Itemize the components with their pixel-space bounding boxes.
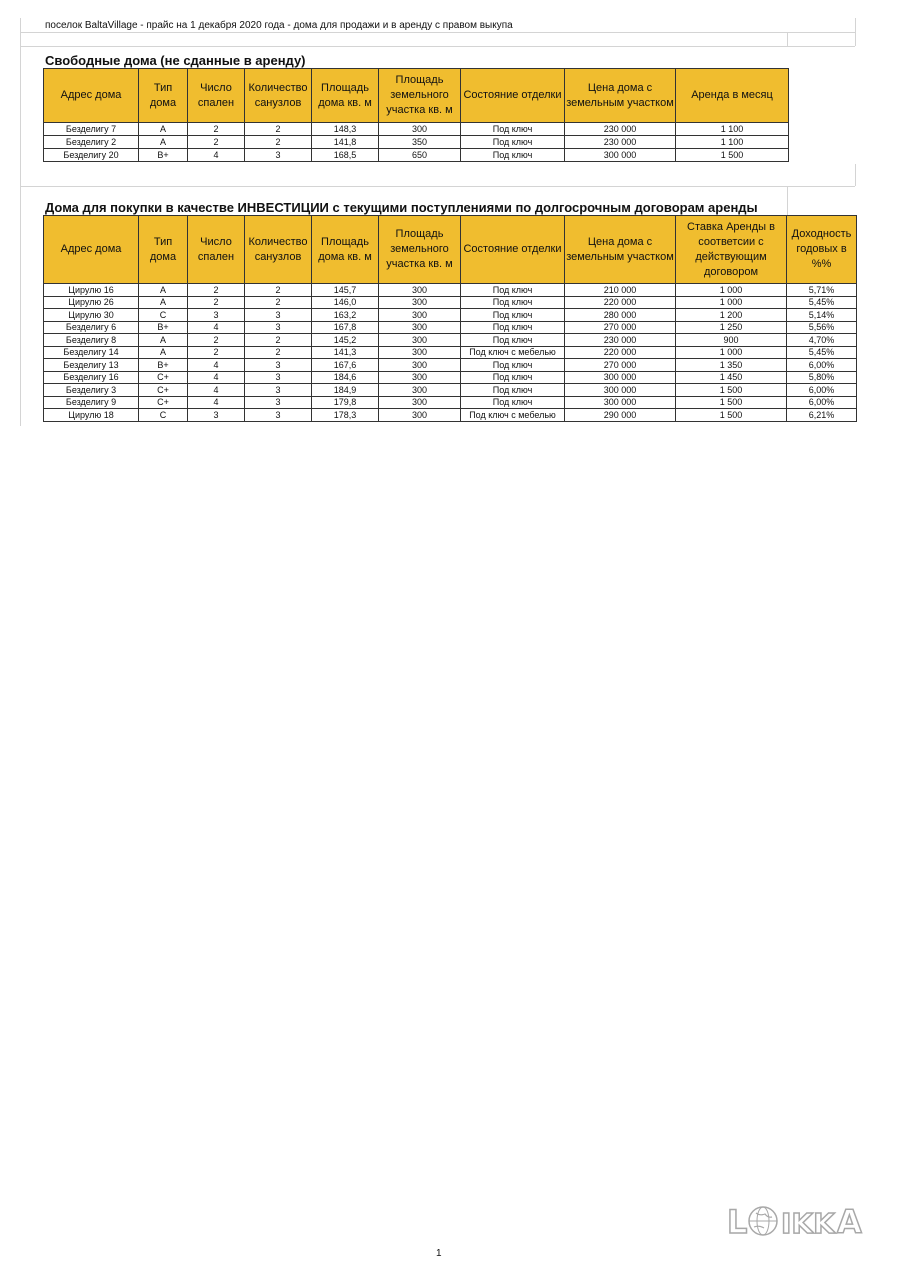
table-cell: Под ключ — [461, 396, 565, 409]
table-cell: 300 — [379, 384, 461, 397]
table-cell: 280 000 — [565, 309, 676, 322]
table-cell: 5,14% — [787, 309, 857, 322]
table-cell: 300 000 — [565, 149, 676, 162]
table-row — [44, 359, 857, 372]
table-cell: 300 — [379, 396, 461, 409]
table-row — [44, 334, 857, 347]
table-cell: Под ключ — [461, 309, 565, 322]
table-cell: 230 000 — [565, 136, 676, 149]
table-row — [44, 284, 857, 297]
logo-letter-a: A — [837, 1203, 862, 1240]
table-cell: 650 — [379, 149, 461, 162]
table-cell: 145,2 — [312, 334, 379, 347]
table-cell: 1 500 — [676, 396, 787, 409]
column-header: Состояние отделки — [461, 216, 565, 284]
table-row — [44, 136, 789, 149]
table-cell: B+ — [139, 149, 188, 162]
table-cell: Безделигу 2 — [44, 136, 139, 149]
table-cell: 5,80% — [787, 371, 857, 384]
table-cell: 350 — [379, 136, 461, 149]
table-cell: Цирулю 18 — [44, 409, 139, 422]
table-cell: Под ключ с мебелью — [461, 409, 565, 422]
table-row — [44, 309, 857, 322]
table-cell: 290 000 — [565, 409, 676, 422]
table-cell: 300 — [379, 284, 461, 297]
table-cell: 2 — [188, 123, 245, 136]
table-cell: Безделигу 14 — [44, 346, 139, 359]
free-houses-table — [43, 68, 789, 162]
table-cell: 4 — [188, 321, 245, 334]
table-cell: 300 — [379, 409, 461, 422]
table-cell: 4 — [188, 396, 245, 409]
gridline — [20, 186, 855, 187]
table-cell: 300 — [379, 321, 461, 334]
table-cell: Под ключ — [461, 384, 565, 397]
loikka-logo — [725, 1200, 865, 1240]
table-cell: 6,00% — [787, 396, 857, 409]
table-cell: 4 — [188, 371, 245, 384]
table-cell: 1 250 — [676, 321, 787, 334]
table-cell: 300 — [379, 309, 461, 322]
gridline — [855, 18, 856, 46]
table-cell: 1 500 — [676, 149, 789, 162]
table-cell: A — [139, 123, 188, 136]
table-cell: Под ключ — [461, 136, 565, 149]
table-cell: Под ключ — [461, 321, 565, 334]
column-header: Тип дома — [139, 69, 188, 123]
table-cell: 145,7 — [312, 284, 379, 297]
column-header: Тип дома — [139, 216, 188, 284]
table-cell: 2 — [188, 334, 245, 347]
table-cell: 2 — [188, 346, 245, 359]
table-cell: 4 — [188, 359, 245, 372]
table-cell: A — [139, 284, 188, 297]
table-cell: 230 000 — [565, 123, 676, 136]
table-cell: A — [139, 296, 188, 309]
table-cell: 2 — [188, 284, 245, 297]
table-cell: 3 — [188, 309, 245, 322]
table-row — [44, 321, 857, 334]
column-header: Цена дома с земельным участком — [565, 216, 676, 284]
column-header: Количество санузлов — [245, 216, 312, 284]
table-cell: 5,71% — [787, 284, 857, 297]
table-cell: 3 — [245, 409, 312, 422]
table-cell: C — [139, 309, 188, 322]
table-cell: Под ключ — [461, 123, 565, 136]
table-cell: Под ключ — [461, 284, 565, 297]
table-cell: C+ — [139, 384, 188, 397]
table-cell: Безделигу 20 — [44, 149, 139, 162]
table-cell: Под ключ — [461, 334, 565, 347]
column-header: Адрес дома — [44, 69, 139, 123]
table-cell: Цирулю 30 — [44, 309, 139, 322]
table-cell: 300 — [379, 359, 461, 372]
table-cell: 900 — [676, 334, 787, 347]
gridline — [787, 186, 788, 215]
table-cell: 148,3 — [312, 123, 379, 136]
table-cell: Безделигу 6 — [44, 321, 139, 334]
logo-letters-ikk: IKK — [781, 1207, 835, 1240]
table-row — [44, 296, 857, 309]
table-cell: Безделигу 8 — [44, 334, 139, 347]
table-cell: Безделигу 16 — [44, 371, 139, 384]
table-cell: 4,70% — [787, 334, 857, 347]
table-cell: 4 — [188, 384, 245, 397]
column-header: Состояние отделки — [461, 69, 565, 123]
table-cell: 220 000 — [565, 346, 676, 359]
section2-title: Дома для покупки в качестве ИНВЕСТИЦИИ с текущими поступлениями по долгосрочным договорам аренды — [45, 200, 758, 215]
table-cell: 3 — [188, 409, 245, 422]
table-cell: 1 450 — [676, 371, 787, 384]
table-row — [44, 123, 789, 136]
table-row — [44, 384, 857, 397]
table-cell: A — [139, 136, 188, 149]
table-cell: 163,2 — [312, 309, 379, 322]
table-cell: 210 000 — [565, 284, 676, 297]
table-cell: Цирулю 16 — [44, 284, 139, 297]
table-cell: 300 — [379, 371, 461, 384]
table-row — [44, 371, 857, 384]
table-cell: 2 — [188, 296, 245, 309]
investment-houses-table — [43, 215, 857, 422]
table-cell: Под ключ — [461, 359, 565, 372]
table-cell: Цирулю 26 — [44, 296, 139, 309]
table-cell: 3 — [245, 371, 312, 384]
table-cell: Под ключ — [461, 371, 565, 384]
table-cell: 6,21% — [787, 409, 857, 422]
table-cell: 270 000 — [565, 359, 676, 372]
column-header: Количество санузлов — [245, 69, 312, 123]
column-header: Адрес дома — [44, 216, 139, 284]
table-cell: 1 350 — [676, 359, 787, 372]
table-cell: 2 — [188, 136, 245, 149]
table-cell: 2 — [245, 346, 312, 359]
table-cell: 179,8 — [312, 396, 379, 409]
table-cell: 141,8 — [312, 136, 379, 149]
table-row — [44, 149, 789, 162]
table-cell: 1 100 — [676, 136, 789, 149]
column-header: Доходность годовых в %% — [787, 216, 857, 284]
table-cell: 300 000 — [565, 384, 676, 397]
gridline — [20, 46, 855, 47]
document-header-line: поселок BaltaVillage - прайс на 1 декабря 2020 года - дома для продажи и в аренду с правом выкупа — [45, 20, 513, 31]
table-header-row — [44, 69, 789, 123]
gridline — [20, 32, 855, 33]
table-cell: 167,6 — [312, 359, 379, 372]
gridline — [855, 164, 856, 186]
column-header: Площадь дома кв. м — [312, 216, 379, 284]
table-cell: Под ключ — [461, 296, 565, 309]
table-cell: 300 000 — [565, 371, 676, 384]
table-cell: Под ключ с мебелью — [461, 346, 565, 359]
logo-letter-l: L — [727, 1203, 748, 1240]
page-number: 1 — [436, 1248, 442, 1259]
table-cell: 5,45% — [787, 296, 857, 309]
table-cell: B+ — [139, 359, 188, 372]
table-cell: C+ — [139, 396, 188, 409]
table-cell: 141,3 — [312, 346, 379, 359]
table-cell: 3 — [245, 359, 312, 372]
table-cell: 1 000 — [676, 346, 787, 359]
table-cell: 3 — [245, 384, 312, 397]
table-cell: 300 000 — [565, 396, 676, 409]
gridline — [787, 32, 788, 46]
table-cell: A — [139, 334, 188, 347]
table-row — [44, 396, 857, 409]
table-cell: 3 — [245, 149, 312, 162]
table-cell: Безделигу 7 — [44, 123, 139, 136]
table-cell: 2 — [245, 284, 312, 297]
table-cell: 6,00% — [787, 359, 857, 372]
table-cell: 2 — [245, 123, 312, 136]
table-row — [44, 409, 857, 422]
table-cell: 4 — [188, 149, 245, 162]
table-cell: Под ключ — [461, 149, 565, 162]
table-cell: 1 500 — [676, 409, 787, 422]
table-cell: 2 — [245, 296, 312, 309]
table-cell: 300 — [379, 296, 461, 309]
table-cell: 270 000 — [565, 321, 676, 334]
table-cell: 184,6 — [312, 371, 379, 384]
table-cell: C — [139, 409, 188, 422]
column-header: Ставка Аренды в соответсии с действующим договором — [676, 216, 787, 284]
table-cell: 167,8 — [312, 321, 379, 334]
globe-icon — [749, 1207, 777, 1235]
table-cell: 2 — [245, 136, 312, 149]
column-header: Площадь земельного участка кв. м — [379, 216, 461, 284]
table-cell: 146,0 — [312, 296, 379, 309]
table-cell: 168,5 — [312, 149, 379, 162]
table-cell: 178,3 — [312, 409, 379, 422]
table-cell: 6,00% — [787, 384, 857, 397]
column-header: Число спален — [188, 216, 245, 284]
table-cell: 2 — [245, 334, 312, 347]
table-cell: 3 — [245, 321, 312, 334]
column-header: Число спален — [188, 69, 245, 123]
table-cell: 220 000 — [565, 296, 676, 309]
table-cell: 300 — [379, 346, 461, 359]
table-cell: 5,56% — [787, 321, 857, 334]
gridline — [20, 18, 21, 426]
table-cell: Безделигу 9 — [44, 396, 139, 409]
column-header: Цена дома с земельным участком — [565, 69, 676, 123]
table-cell: 1 200 — [676, 309, 787, 322]
table-cell: C+ — [139, 371, 188, 384]
column-header: Площадь земельного участка кв. м — [379, 69, 461, 123]
section1-title: Свободные дома (не сданные в аренду) — [45, 53, 306, 68]
table-cell: 300 — [379, 123, 461, 136]
column-header: Площадь дома кв. м — [312, 69, 379, 123]
table-cell: B+ — [139, 321, 188, 334]
table-cell: 3 — [245, 309, 312, 322]
table-header-row — [44, 216, 857, 284]
table-cell: 300 — [379, 334, 461, 347]
table-cell: 184,9 — [312, 384, 379, 397]
table-cell: 1 000 — [676, 284, 787, 297]
table-cell: 1 100 — [676, 123, 789, 136]
table-cell: 230 000 — [565, 334, 676, 347]
table-row — [44, 346, 857, 359]
table-cell: 5,45% — [787, 346, 857, 359]
table-cell: Безделигу 13 — [44, 359, 139, 372]
table-cell: 1 000 — [676, 296, 787, 309]
table-cell: Безделигу 3 — [44, 384, 139, 397]
table-cell: 1 500 — [676, 384, 787, 397]
column-header: Аренда в месяц — [676, 69, 789, 123]
table-cell: 3 — [245, 396, 312, 409]
table-cell: A — [139, 346, 188, 359]
